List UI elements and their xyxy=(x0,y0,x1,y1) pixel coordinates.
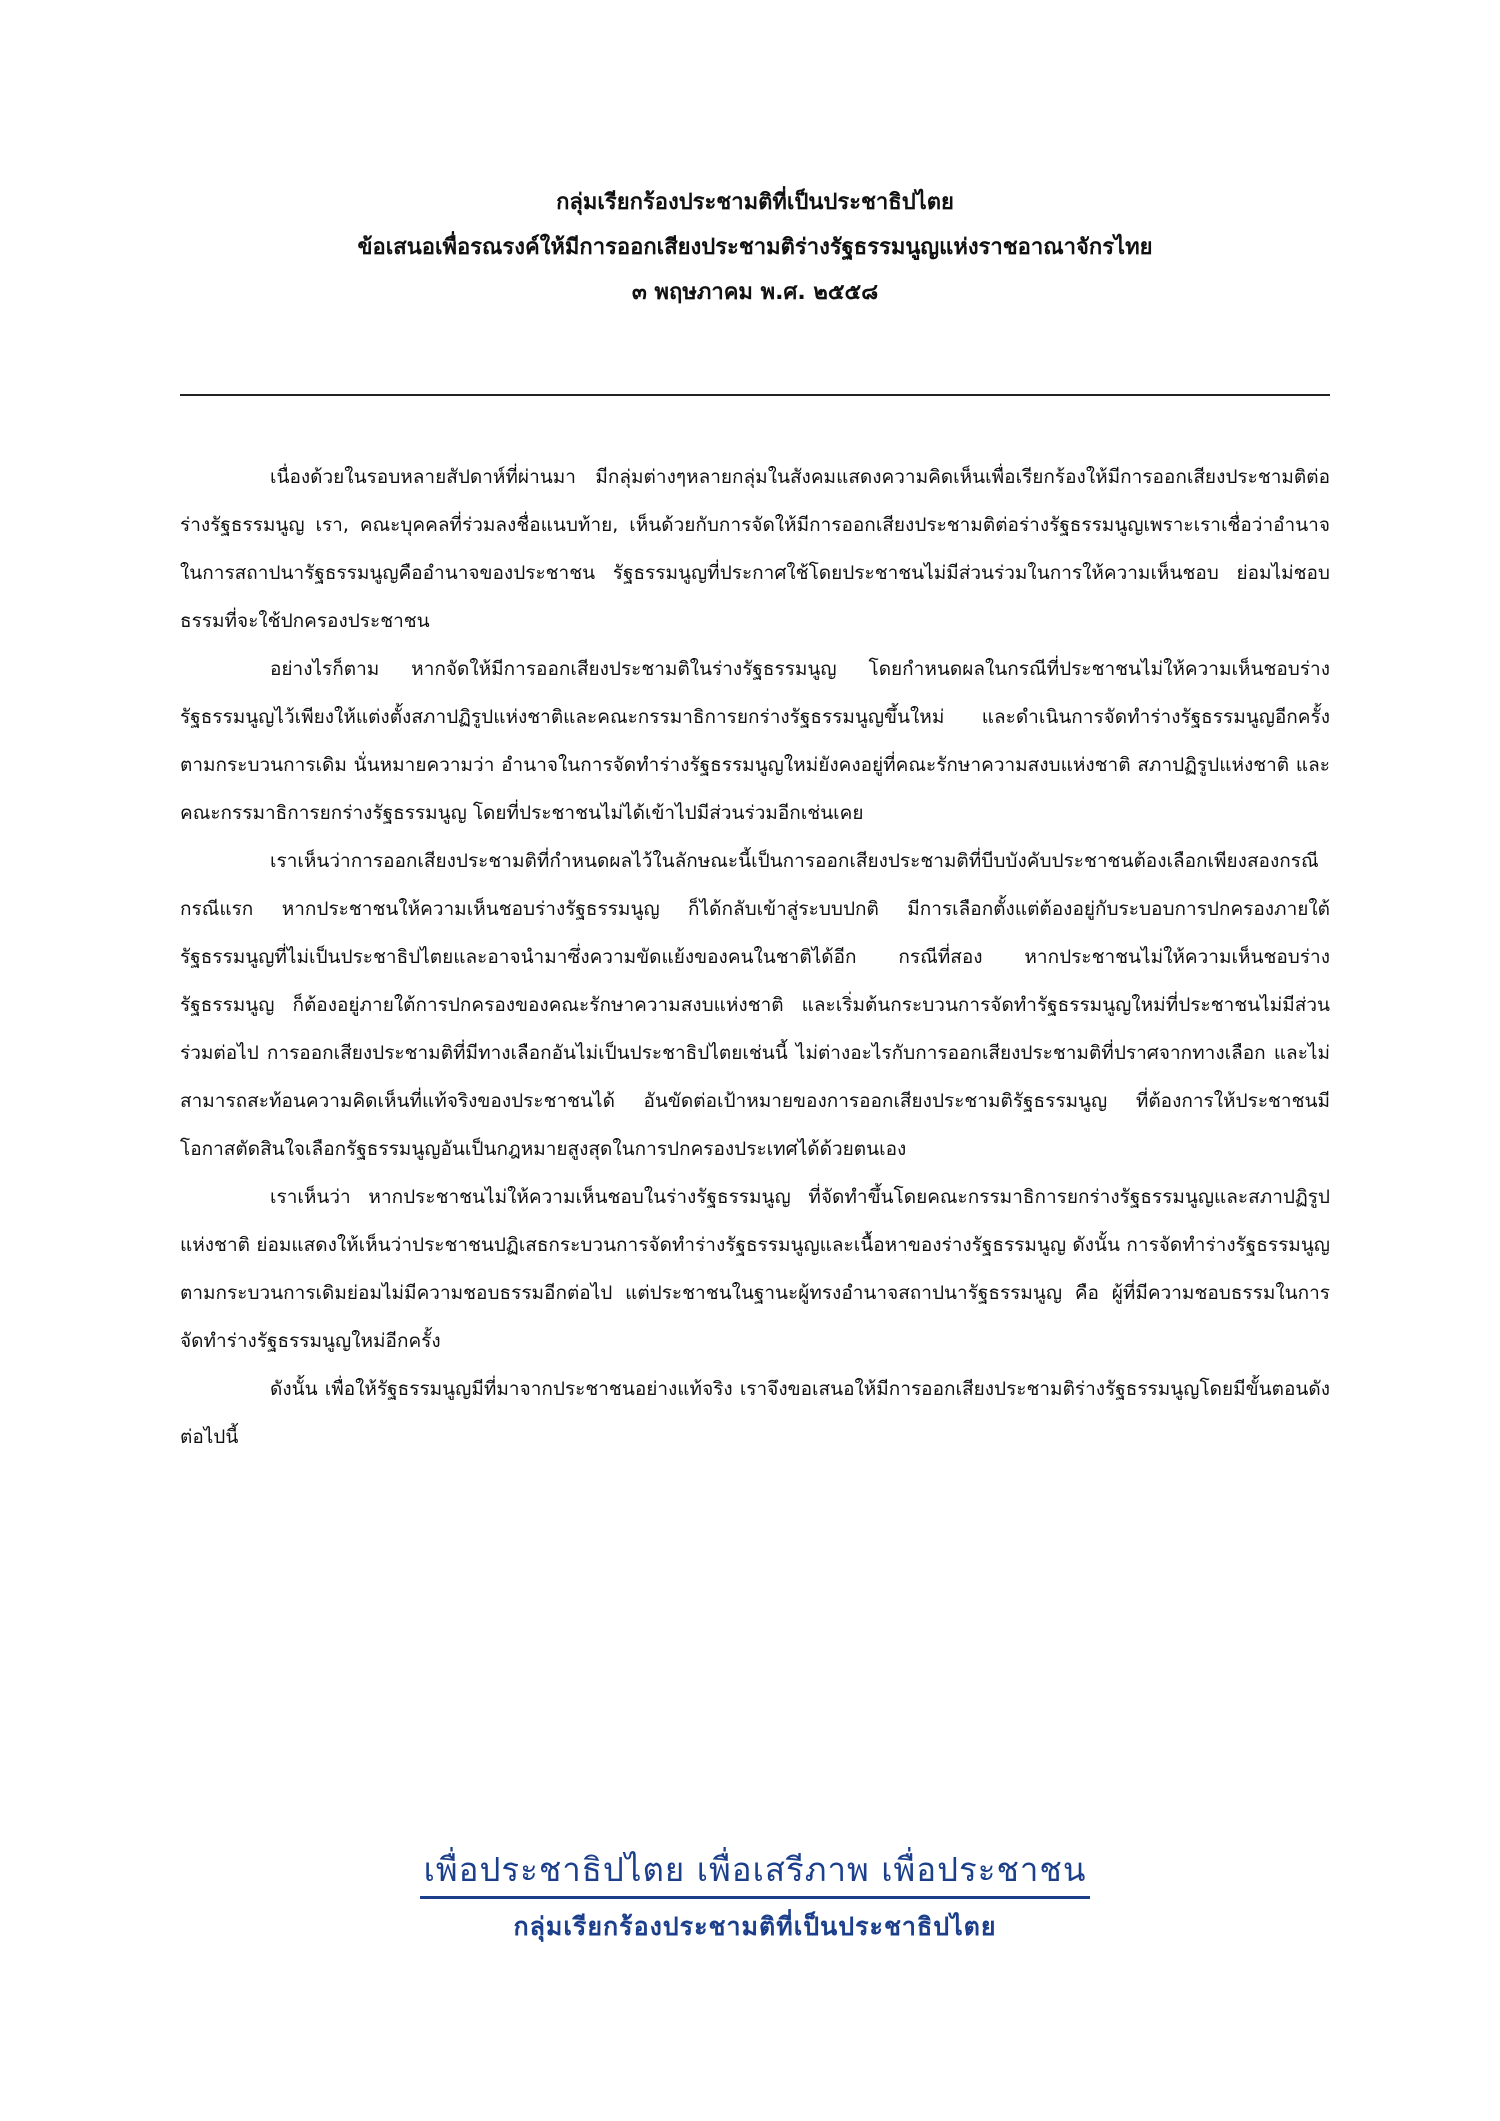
document-footer xyxy=(180,1846,1330,1947)
slogan: เพื่อประชาธิปไตย เพื่อเสรีภาพ เพื่อประชาชน xyxy=(420,1846,1091,1899)
document-header xyxy=(180,180,1330,315)
paragraph: เราเห็นว่าการออกเสียงประชามติที่กำหนดผลไว้ในลักษณะนี้เป็นการออกเสียงประชามติที่บีบบังคับประชาชนต้องเลือกเพียงสองกรณี กรณีแรก หากประชาชนให้ความเห็นชอบร่างรัฐธรรมนูญ ก็ได้กลับเข้าสู่ระบบปกติ มีการเลือกตั้งแต่ต้องอยู่กับระบอบการปกครองภายใต้รัฐธรรมนูญที่ไม่เป็นประชาธิปไตยและอาจนำมาซึ่งความขัดแย้งของคนในชาติได้อีก กรณีที่สอง หากประชาชนไม่ให้ความเห็นชอบร่างรัฐธรรมนูญ ก็ต้องอยู่ภายใต้การปกครองของคณะรักษาความสงบแห่งชาติ และเริ่มต้นกระบวนการจัดทำรัฐธรรมนูญใหม่ที่ประชาชนไม่มีส่วนร่วมต่อไป การออกเสียงประชามติที่มีทางเลือกอันไม่เป็นประชาธิปไตยเช่นนี้ ไม่ต่างอะไรกับการออกเสียงประชามติที่ปราศจากทางเลือก และไม่สามารถสะท้อนความคิดเห็นที่แท้จริงของประชาชนได้ อันขัดต่อเป้าหมายของการออกเสียงประชามติรัฐธรรมนูญ ที่ต้องการให้ประชาชนมีโอกาสตัดสินใจเลือกรัฐธรรมนูญอันเป็นกฎหมายสูงสุดในการปกครองประเทศได้ด้วยตนเอง xyxy=(180,850,1330,1160)
paragraph: เนื่องด้วยในรอบหลายสัปดาห์ที่ผ่านมา มีกลุ่มต่างๆหลายกลุ่มในสังคมแสดงความคิดเห็นเพื่อเรียกร้องให้มีการออกเสียงประชามติต่อร่างรัฐธรรมนูญ เรา, คณะบุคคลที่ร่วมลงชื่อแนบท้าย, เห็นด้วยกับการจัดให้มีการออกเสียงประชามติต่อร่างรัฐธรรมนูญเพราะเราเชื่อว่าอำนาจในการสถาปนารัฐธรรมนูญคืออำนาจของประชาชน รัฐธรรมนูญที่ประกาศใช้โดยประชาชนไม่มีส่วนร่วมในการให้ความเห็นชอบ ย่อมไม่ชอบธรรมที่จะใช้ปกครองประชาชน xyxy=(180,466,1330,632)
organization-name: กลุ่มเรียกร้องประชามติที่เป็นประชาธิปไตย xyxy=(513,1912,997,1941)
group-name-heading: กลุ่มเรียกร้องประชามติที่เป็นประชาธิปไตย xyxy=(556,190,954,215)
paragraph: เราเห็นว่า หากประชาชนไม่ให้ความเห็นชอบในร่างรัฐธรรมนูญ ที่จัดทำขึ้นโดยคณะกรรมาธิการยกร่างรัฐธรรมนูญและสภาปฏิรูปแห่งชาติ ย่อมแสดงให้เห็นว่าประชาชนปฏิเสธกระบวนการจัดทำร่างรัฐธรรมนูญและเนื้อหาของร่างรัฐธรรมนูญ ดังนั้น การจัดทำร่างรัฐธรรมนูญตามกระบวนการเดิมย่อมไม่มีความชอบธรรมอีกต่อไป แต่ประชาชนในฐานะผู้ทรงอำนาจสถาปนารัฐธรรมนูญ คือ ผู้ที่มีความชอบธรรมในการจัดทำร่างรัฐธรรมนูญใหม่อีกครั้ง xyxy=(180,1186,1330,1352)
paragraph: ดังนั้น เพื่อให้รัฐธรรมนูญมีที่มาจากประชาชนอย่างแท้จริง เราจึงขอเสนอให้มีการออกเสียงประชามติร่างรัฐธรรมนูญโดยมีขั้นตอนดังต่อไปนี้ xyxy=(180,1378,1330,1448)
header-divider xyxy=(180,394,1330,396)
subject-heading: ข้อเสนอเพื่อรณรงค์ให้มีการออกเสียงประชามติร่างรัฐธรรมนูญแห่งราชอาณาจักรไทย xyxy=(357,235,1153,260)
date-heading: ๓ พฤษภาคม พ.ศ. ๒๕๕๘ xyxy=(631,280,879,305)
paragraph: อย่างไรก็ตาม หากจัดให้มีการออกเสียงประชามติในร่างรัฐธรรมนูญ โดยกำหนดผลในกรณีที่ประชาชนไม่ให้ความเห็นชอบร่างรัฐธรรมนูญไว้เพียงให้แต่งตั้งสภาปฏิรูปแห่งชาติและคณะกรรมาธิการยกร่างรัฐธรรมนูญขึ้นใหม่ และดำเนินการจัดทำร่างรัฐธรรมนูญอีกครั้งตามกระบวนการเดิม นั่นหมายความว่า อำนาจในการจัดทำร่างรัฐธรรมนูญใหม่ยังคงอยู่ที่คณะรักษาความสงบแห่งชาติ สภาปฏิรูปแห่งชาติ และคณะกรรมาธิการยกร่างรัฐธรรมนูญ โดยที่ประชาชนไม่ได้เข้าไปมีส่วนร่วมอีกเช่นเคย xyxy=(180,658,1330,824)
document-body xyxy=(180,453,1330,1461)
